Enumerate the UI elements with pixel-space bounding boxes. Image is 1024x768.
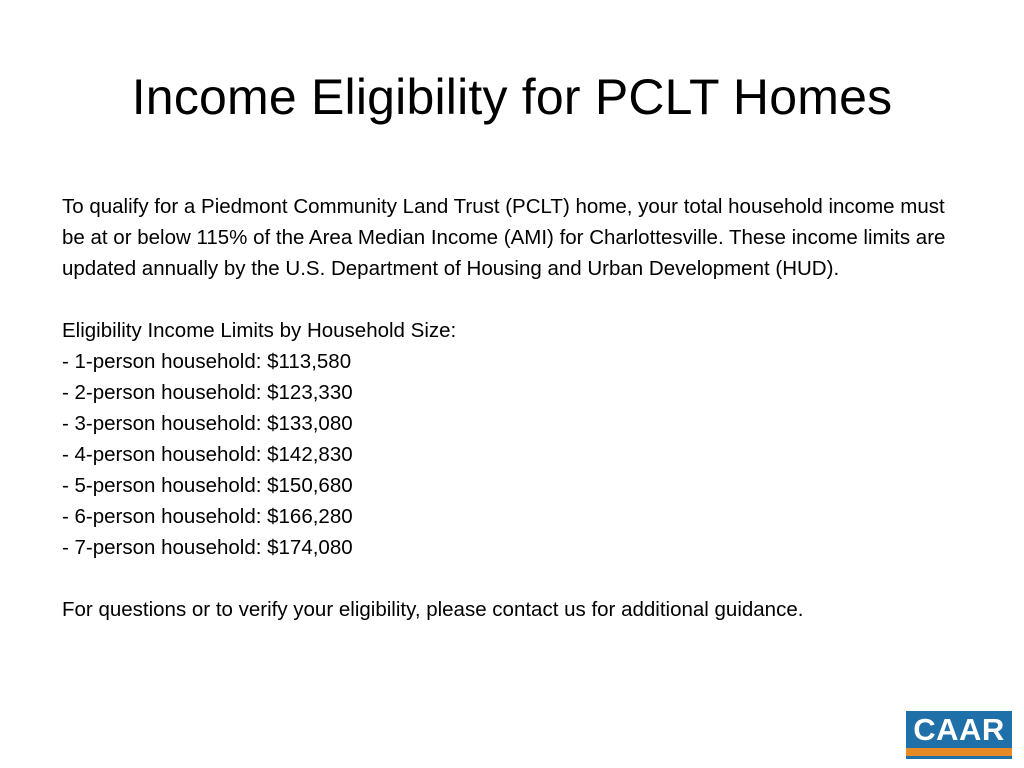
list-item: - 5-person household: $150,680	[62, 474, 353, 497]
paragraph-spacer	[62, 284, 962, 315]
list-item: - 6-person household: $166,280	[62, 505, 353, 528]
slide-body	[62, 191, 962, 625]
list-item: - 3-person household: $133,080	[62, 412, 353, 435]
list-item: - 2-person household: $123,330	[62, 381, 353, 404]
intro-paragraph: To qualify for a Piedmont Community Land Trust (PCLT) home, your total household income must be at or below 115% of the Area Median Income (AMI) for Charlottesville. These income limits are updated annually by the U.S. Department of Housing and Urban Development (HUD).	[62, 195, 946, 280]
income-limits-list	[62, 346, 962, 563]
list-item: - 4-person household: $142,830	[62, 443, 353, 466]
caar-logo	[906, 711, 1012, 759]
logo-band	[906, 748, 1012, 756]
logo-wordmark: CAAR	[913, 712, 1005, 747]
list-item: - 7-person household: $174,080	[62, 536, 353, 559]
paragraph-spacer	[62, 563, 962, 594]
closing-paragraph: For questions or to verify your eligibility, please contact us for additional guidance.	[62, 598, 804, 621]
list-item: - 1-person household: $113,580	[62, 350, 352, 373]
slide-title: Income Eligibility for PCLT Homes	[131, 69, 893, 125]
limits-heading: Eligibility Income Limits by Household Size:	[62, 319, 457, 342]
